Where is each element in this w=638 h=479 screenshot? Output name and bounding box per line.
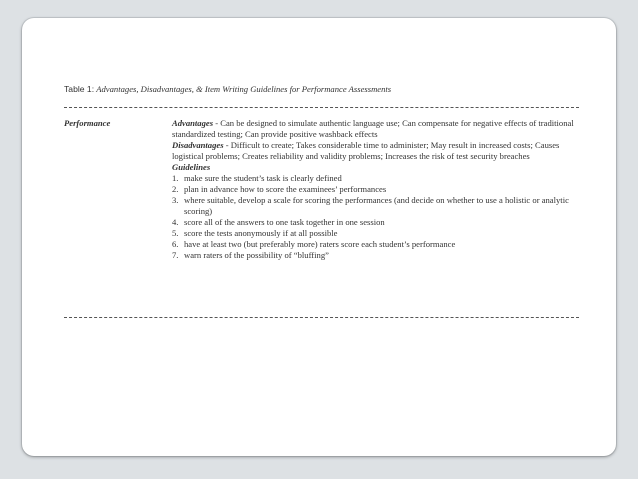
advantages-heading: Advantages [172, 118, 214, 128]
slide [22, 18, 616, 456]
advantages-text: - Can be designed to simulate authentic language use; Can compensate for negative effects of traditional standardized testing; Can provide positive washback effects [172, 118, 574, 139]
table-number: Table 1: [64, 84, 95, 94]
disadvantages-text: - Difficult to create; Takes considerable time to administer; May result in increased costs; Causes logistical problems; Creates reliability and validity problems; Increases the risk of test security breaches [172, 140, 560, 161]
row-label: Performance [64, 118, 111, 128]
list-item: 2. plan in advance how to score the examinees’ performances [172, 184, 387, 194]
guidelines-list [172, 173, 584, 261]
disadvantages-heading: Disadvantages [172, 140, 224, 150]
guidelines-heading: Guidelines [172, 162, 211, 172]
table-title: Advantages, Disadvantages, & Item Writing Guidelines for Performance Assessments [96, 84, 392, 94]
list-item: 4. score all of the answers to one task together in one session [172, 217, 385, 227]
list-item: 6. have at least two (but preferably more) raters score each student’s performance [172, 239, 456, 249]
table-caption [64, 84, 604, 94]
bottom-rule [64, 317, 579, 318]
advantages-paragraph [172, 118, 584, 140]
top-rule [64, 107, 579, 108]
list-item: 3. where suitable, develop a scale for scoring the performances (and decide on whether to use a holistic or analytic scoring) [172, 195, 569, 216]
list-item: 5. score the tests anonymously if at all possible [172, 228, 338, 238]
list-item: 1. make sure the student’s task is clearly defined [172, 173, 342, 183]
list-item: 7. warn raters of the possibility of “bluffing” [172, 250, 329, 260]
disadvantages-paragraph [172, 140, 584, 162]
row-content [172, 118, 584, 261]
